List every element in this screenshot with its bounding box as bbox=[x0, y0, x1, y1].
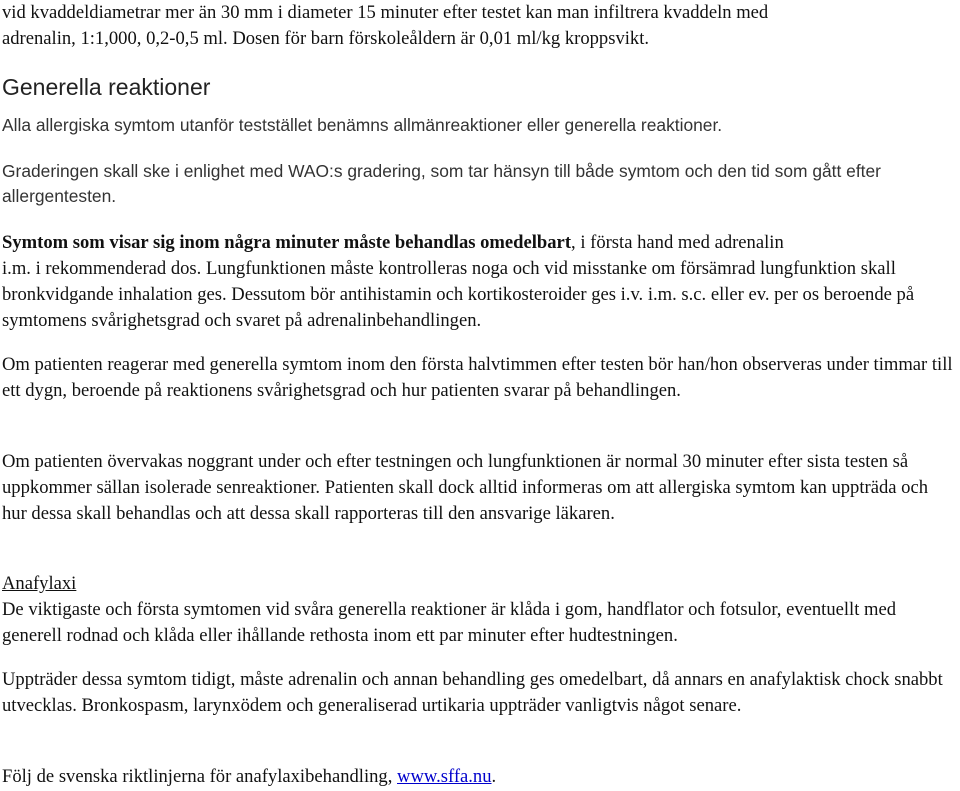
intro-paragraph bbox=[2, 0, 957, 52]
intro-line-1: vid kvaddeldiametrar mer än 30 mm i diameter 15 minuter efter testet kan man infiltrera kvaddeln med bbox=[2, 2, 769, 23]
generella-paragraph-3-bold: Symtom som visar sig inom några minuter måste behandlas omedelbart bbox=[2, 232, 572, 253]
intro-line-2: adrenalin, 1:1,000, 0,2-0,5 ml. Dosen för barn förskoleåldern är 0,01 ml/kg kroppsvikt. bbox=[2, 28, 650, 49]
anafylaxi-paragraph-3-prefix: Följ de svenska riktlinjerna för anafylaxibehandling, bbox=[2, 766, 398, 787]
heading-anafylaxi: Anafylaxi bbox=[2, 573, 77, 594]
sffa-link[interactable]: www.sffa.nu bbox=[397, 766, 492, 787]
generella-paragraph-2: Graderingen skall ske i enlighet med WAO:s gradering, som tar hänsyn till både symtom och den tid som gått efter allergentesten. bbox=[2, 161, 881, 206]
anafylaxi-paragraph-3-suffix: . bbox=[491, 766, 497, 787]
anafylaxi-paragraph-1: De viktigaste och första symtomen vid svåra generella reaktioner är klåda i gom, handflator och fotsulor, eventuellt med generell rodnad och klåda eller ihållande rethosta inom ett par minuter efter hudtestningen. bbox=[2, 599, 897, 646]
generella-paragraph-4: i.m. i rekommenderad dos. Lungfunktionen måste kontrolleras noga och vid misstanke om försämrad lungfunktion skall bronkvidgande inhalation ges. Dessutom bör antihistamin och kortikosteroider ges i.v. i.m. s.c. eller ev. per os beroende på symtomens svårighetsgrad och svaret på adrenalinbehandlingen. bbox=[2, 258, 915, 331]
generella-paragraph-3-rest: , i första hand med adrenalin bbox=[571, 232, 784, 253]
generella-paragraph-3 bbox=[2, 230, 957, 334]
anafylaxi-paragraph-2: Uppträder dessa symtom tidigt, måste adrenalin och annan behandling ges omedelbart, då annars en anafylaktisk chock snabbt utvecklas. Bronkospasm, larynxödem och generaliserad urtikaria uppträder vanligtvis något senare. bbox=[2, 669, 943, 716]
heading-generella-reaktioner: Generella reaktioner bbox=[2, 74, 211, 100]
paragraph-halvtimme: Om patienten reagerar med generella symtom inom den första halvtimmen efter testen bör han/hon observeras under timmar till ett dygn, beroende på reaktionens svårighetsgrad och hur patienten svarar på behandlingen. bbox=[2, 354, 953, 401]
generella-paragraph-1: Alla allergiska symtom utanför teststället benämns allmänreaktioner eller generella reaktioner. bbox=[2, 115, 723, 135]
paragraph-overvakas: Om patienten övervakas noggrant under och efter testningen och lungfunktionen är normal 30 minuter efter sista testen så uppkommer sällan isolerade senreaktioner. Patienten skall dock alltid informeras om att allergiska symtom kan uppträda och hur dessa skall behandlas och att dessa skall rapporteras till den ansvarige läkaren. bbox=[2, 451, 928, 524]
anafylaxi-section bbox=[2, 571, 957, 649]
anafylaxi-paragraph-3 bbox=[2, 764, 957, 790]
